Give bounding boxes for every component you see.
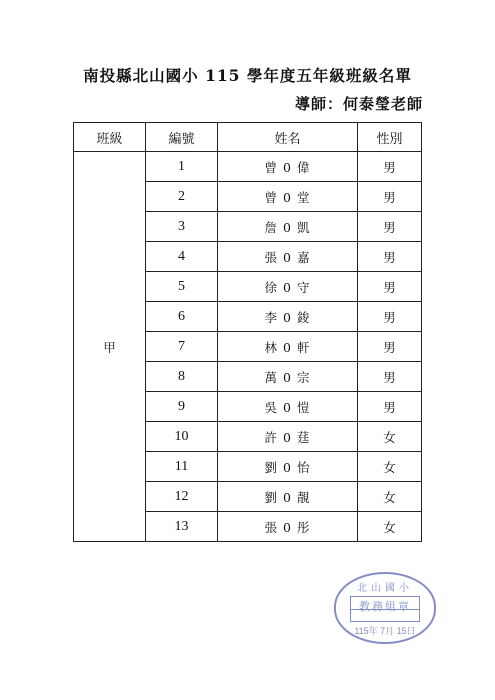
student-gender: 女	[358, 512, 422, 542]
student-gender: 女	[358, 422, 422, 452]
office-seal-stamp	[334, 572, 436, 644]
student-gender: 男	[358, 272, 422, 302]
student-name: 劉 0 怡	[218, 452, 358, 482]
student-name: 徐 0 守	[218, 272, 358, 302]
student-number: 7	[146, 332, 218, 362]
student-gender: 女	[358, 482, 422, 512]
student-gender: 男	[358, 302, 422, 332]
class-cell: 甲	[74, 152, 146, 542]
header-number: 編號	[146, 123, 218, 152]
stamp-school-name: 北山國小	[357, 583, 413, 594]
student-gender: 男	[358, 392, 422, 422]
student-number: 11	[146, 452, 218, 482]
student-number: 2	[146, 182, 218, 212]
student-name: 劉 0 靚	[218, 482, 358, 512]
student-name: 李 0 鋑	[218, 302, 358, 332]
student-name: 曾 0 偉	[218, 152, 358, 182]
student-gender: 男	[358, 152, 422, 182]
student-number: 1	[146, 152, 218, 182]
student-name: 詹 0 凱	[218, 212, 358, 242]
student-name: 吳 0 愷	[218, 392, 358, 422]
student-name: 張 0 嘉	[218, 242, 358, 272]
student-number: 8	[146, 362, 218, 392]
student-name: 張 0 彤	[218, 512, 358, 542]
student-number: 6	[146, 302, 218, 332]
student-number: 10	[146, 422, 218, 452]
table-row	[74, 152, 422, 182]
student-gender: 男	[358, 182, 422, 212]
stamp-inner-box	[350, 596, 420, 622]
student-name: 曾 0 堂	[218, 182, 358, 212]
student-gender: 男	[358, 332, 422, 362]
stamp-date: 115年 7月 15日	[354, 626, 416, 636]
student-name: 許 0 莛	[218, 422, 358, 452]
student-number: 4	[146, 242, 218, 272]
student-name: 林 0 軒	[218, 332, 358, 362]
class-roster-table	[73, 122, 422, 542]
student-number: 13	[146, 512, 218, 542]
student-number: 9	[146, 392, 218, 422]
student-number: 5	[146, 272, 218, 302]
student-gender: 男	[358, 362, 422, 392]
student-number: 3	[146, 212, 218, 242]
student-gender: 男	[358, 242, 422, 272]
stamp-office-name: 教務組章	[359, 600, 411, 613]
header-name: 姓名	[218, 123, 358, 152]
header-class: 班級	[74, 123, 146, 152]
document-title: 南投縣北山國小 115 學年度五年級班級名單	[83, 66, 412, 85]
teacher-line: 導師：何泰瑩老師	[294, 95, 423, 113]
student-name: 萬 0 宗	[218, 362, 358, 392]
student-gender: 女	[358, 452, 422, 482]
table-header-row	[74, 123, 422, 152]
student-number: 12	[146, 482, 218, 512]
header-gender: 性別	[358, 123, 422, 152]
student-gender: 男	[358, 212, 422, 242]
